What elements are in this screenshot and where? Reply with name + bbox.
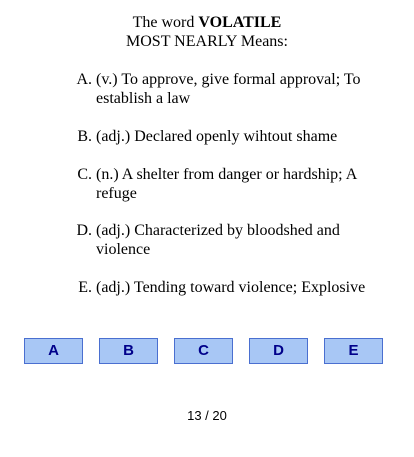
question-line-1 xyxy=(0,13,414,32)
answer-button-a[interactable]: A xyxy=(24,338,83,364)
answer-buttons xyxy=(0,338,414,364)
answer-button-d[interactable]: D xyxy=(249,338,308,364)
page-counter: 13 / 20 xyxy=(187,408,227,423)
answer-button-b[interactable]: B xyxy=(99,338,158,364)
option-text: (v.) To approve, give formal approval; To establish a law xyxy=(96,71,361,107)
option-text: (adj.) Characterized by bloodshed and violence xyxy=(96,222,340,258)
question-prompt xyxy=(0,13,414,51)
option-letter: D. xyxy=(76,222,92,239)
option-letter: A. xyxy=(76,71,92,88)
option-letter: C. xyxy=(77,166,92,183)
option-text: (n.) A shelter from danger or hardship; A refuge xyxy=(96,166,357,202)
option-letter: B. xyxy=(77,128,92,145)
question-word: VOLATILE xyxy=(198,14,282,31)
option-text: (adj.) Declared openly wihtout shame xyxy=(96,128,338,145)
answer-button-e[interactable]: E xyxy=(324,338,383,364)
answer-button-c[interactable]: C xyxy=(174,338,233,364)
question-prefix: The word xyxy=(132,14,195,31)
option-text: (adj.) Tending toward violence; Explosive xyxy=(96,279,366,296)
question-line-2: MOST NEARLY Means: xyxy=(126,33,288,50)
option-letter: E. xyxy=(78,279,92,296)
